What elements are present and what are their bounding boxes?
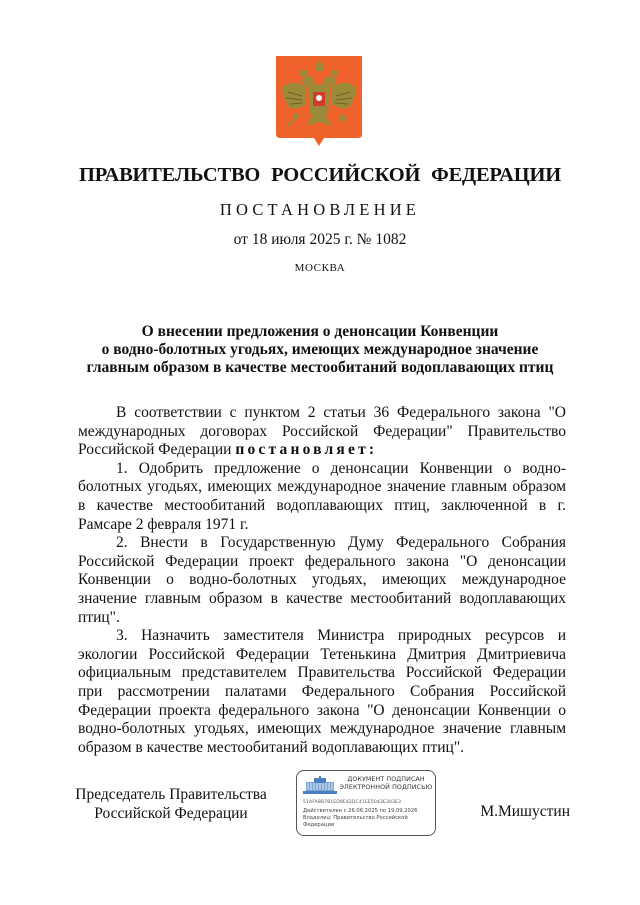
signer-title-line: Российской Федерации xyxy=(94,805,248,822)
document-date-number: от 18 июля 2025 г. № 1082 xyxy=(233,231,407,248)
stamp-heading-line: ДОКУМЕНТ ПОДПИСАН xyxy=(347,776,425,783)
decree-word: постановляет: xyxy=(235,441,378,459)
subject-line: О внесении предложения о денонсации Конвенции xyxy=(141,323,499,340)
stamp-heading-line: ЭЛЕКТРОННОЙ ПОДПИСЬЮ xyxy=(339,784,433,791)
item-paragraph-2: 2. Внести в Государственную Думу Федерального Собрания Российской Федерации проект федерального закона "О денонсации Конвенции о водно-болотных угодьях, имеющих международное значение главным образом в качестве местообитаний водоплавающих птиц". xyxy=(78,534,566,626)
preamble-text: В соответствии с пунктом 2 статьи 36 Федерального закона "О международных договорах Российской Федерации" Правительство Российской Федерации xyxy=(78,404,566,459)
signer-title xyxy=(68,785,274,823)
signer-name: М.Мишустин xyxy=(480,803,570,820)
stamp-heading xyxy=(339,776,433,792)
subject-line: о водно-болотных угодьях, имеющих международное значение xyxy=(101,341,539,358)
certificate-owner: Владелец: Правительство Российской xyxy=(303,815,408,821)
certificate-owner-cont: Федерации xyxy=(303,822,335,828)
signer-title-line: Председатель Правительства xyxy=(75,786,267,803)
certificate-number: 51AFA8B781ED9E42DC41EE5043E303E3 xyxy=(303,800,402,805)
document-city: МОСКВА xyxy=(294,262,346,274)
coat-of-arms-icon xyxy=(276,56,362,146)
item-paragraph-3: 3. Назначить заместителя Министра природных ресурсов и экологии Российской Федерации Тетенькина Дмитрия Дмитриевича официальным представителем Правительства Российской Федерации при рассмотрении палатами Федерального Собрания Российской Федерации проекта федерального закона "О денонсации Конвенции о водно-болотных угодьях, имеющих международное значение главным образом в качестве местообитаний водоплавающих птиц". xyxy=(78,627,566,756)
subject-line: главным образом в качестве местообитаний водоплавающих птиц xyxy=(86,359,554,376)
document-body xyxy=(78,404,566,757)
document-type: ПОСТАНОВЛЕНИЕ xyxy=(219,200,421,219)
preamble-paragraph xyxy=(78,404,566,460)
document-subject xyxy=(60,323,580,377)
government-building-icon xyxy=(303,776,337,794)
electronic-signature-stamp xyxy=(296,770,436,836)
item-paragraph-1: 1. Одобрить предложение о денонсации Конвенции о водно-болотных угодьях, имеющих международное значение главным образом в качестве местообитаний водоплавающих птиц, заключенной в г. Рамсаре 2 февраля 1971 г. xyxy=(78,459,566,533)
government-title: ПРАВИТЕЛЬСТВО РОССИЙСКОЙ ФЕДЕРАЦИИ xyxy=(79,164,561,186)
certificate-validity: Действителен с 26.06.2025 по 19.09.2026 xyxy=(303,808,418,814)
